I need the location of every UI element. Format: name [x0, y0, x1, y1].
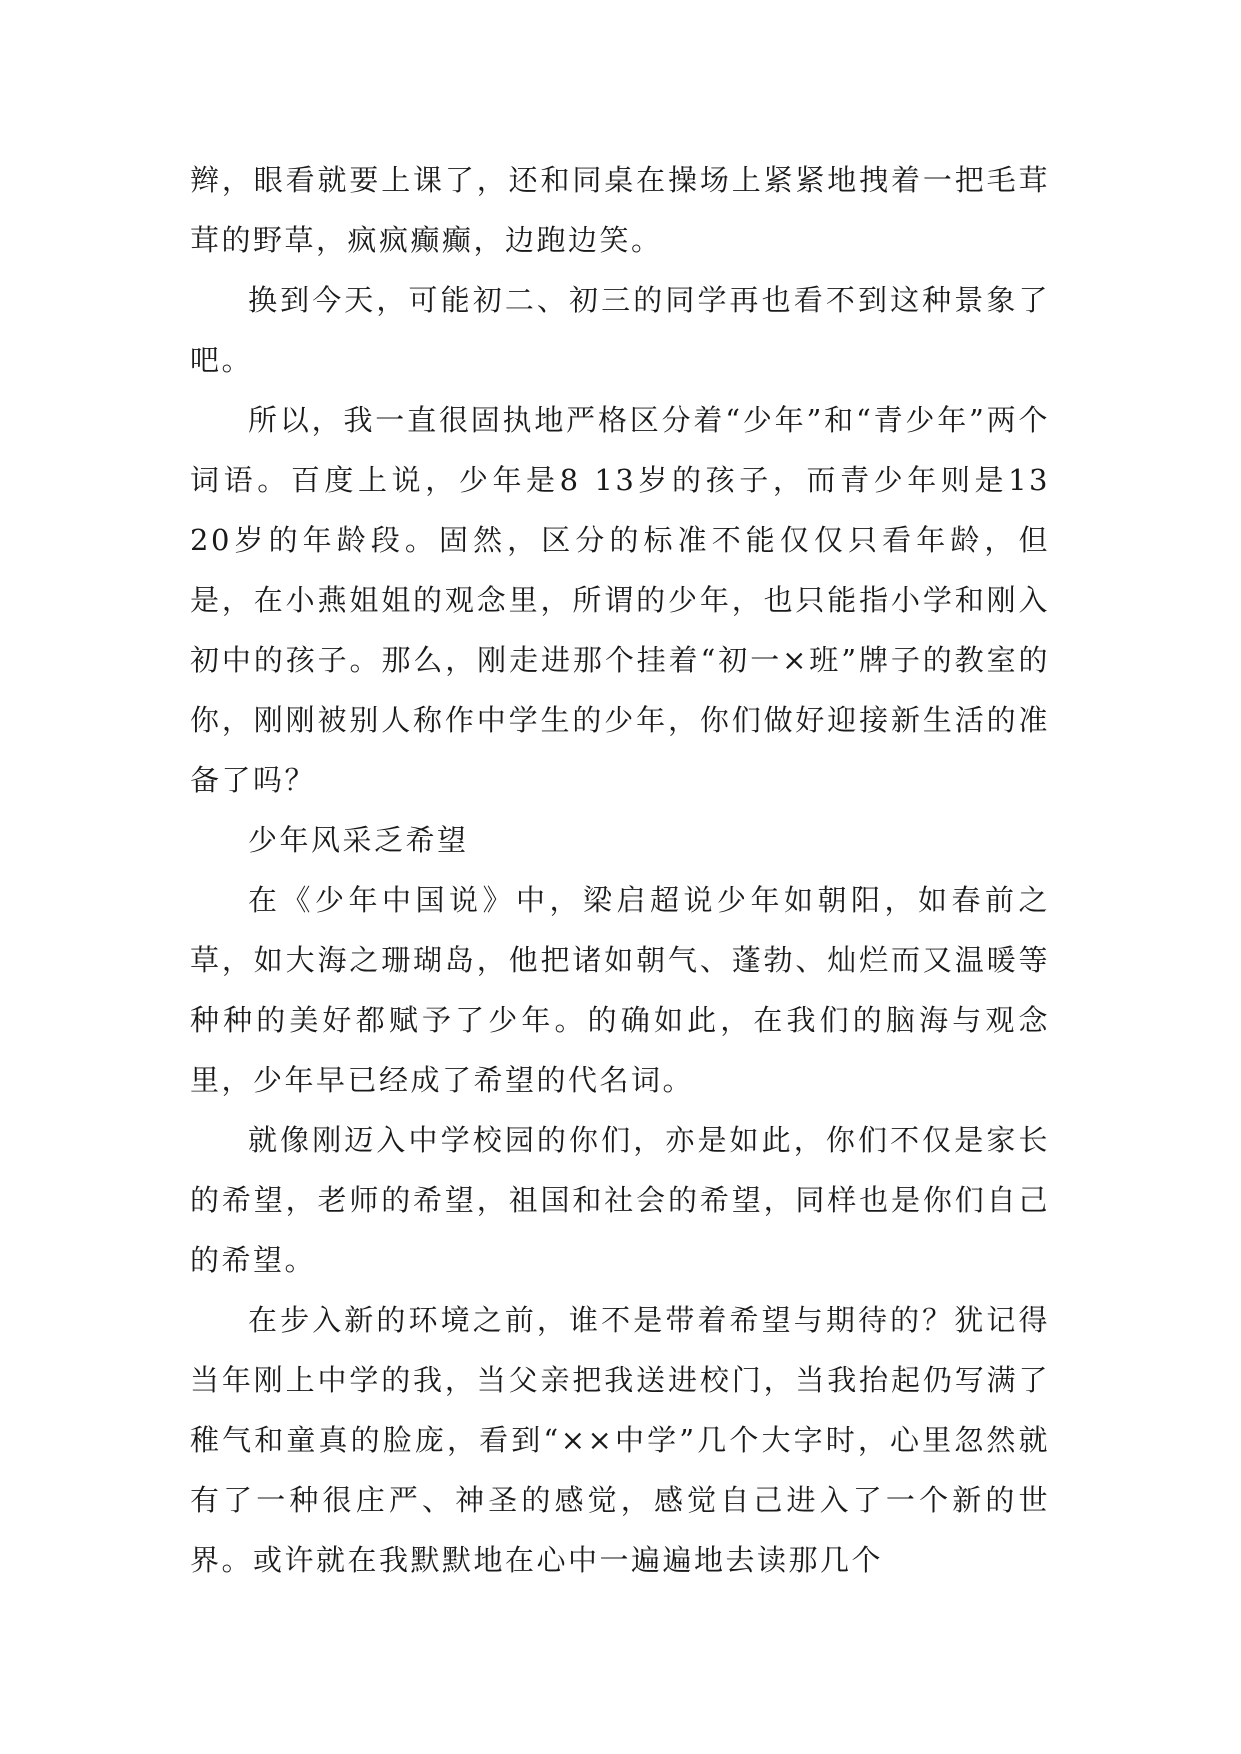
paragraph-continuation: 辫，眼看就要上课了，还和同桌在操场上紧紧地拽着一把毛茸茸的野草，疯疯癫癫，边跑边笑。 [190, 163, 1050, 257]
section-heading: 少年风采乏希望 [248, 823, 469, 857]
paragraph: 就像刚迈入中学校园的你们，亦是如此，你们不仅是家长的希望，老师的希望，祖国和社会的希望，同样也是你们自己的希望。 [190, 1123, 1050, 1277]
paragraph: 换到今天，可能初二、初三的同学再也看不到这种景象了吧。 [190, 283, 1050, 377]
paragraph: 在步入新的环境之前，谁不是带着希望与期待的？犹记得当年刚上中学的我，当父亲把我送进校门，当我抬起仍写满了稚气和童真的脸庞，看到“××中学”几个大字时，心里忽然就有了一种很庄严、神圣的感觉，感觉自己进入了一个新的世界。或许就在我默默地在心中一遍遍地去读那几个 [190, 1303, 1050, 1577]
paragraph: 在《少年中国说》中，梁启超说少年如朝阳，如春前之草，如大海之珊瑚岛，他把诸如朝气、蓬勃、灿烂而又温暖等种种的美好都赋予了少年。的确如此，在我们的脑海与观念里，少年早已经成了希望的代名词。 [190, 883, 1050, 1097]
paragraph: 所以，我一直很固执地严格区分着“少年”和“青少年”两个词语。百度上说，少年是8 13岁的孩子，而青少年则是13 20岁的年龄段。固然，区分的标准不能仅仅只看年龄，但是，在小燕姐姐的观念里，所谓的少年，也只能指小学和刚入初中的孩子。那么，刚走进那个挂着“初一×班”牌子的教室的你，刚刚被别人称作中学生的少年，你们做好迎接新生活的准备了吗？ [190, 403, 1050, 797]
body-text [190, 150, 1050, 1590]
